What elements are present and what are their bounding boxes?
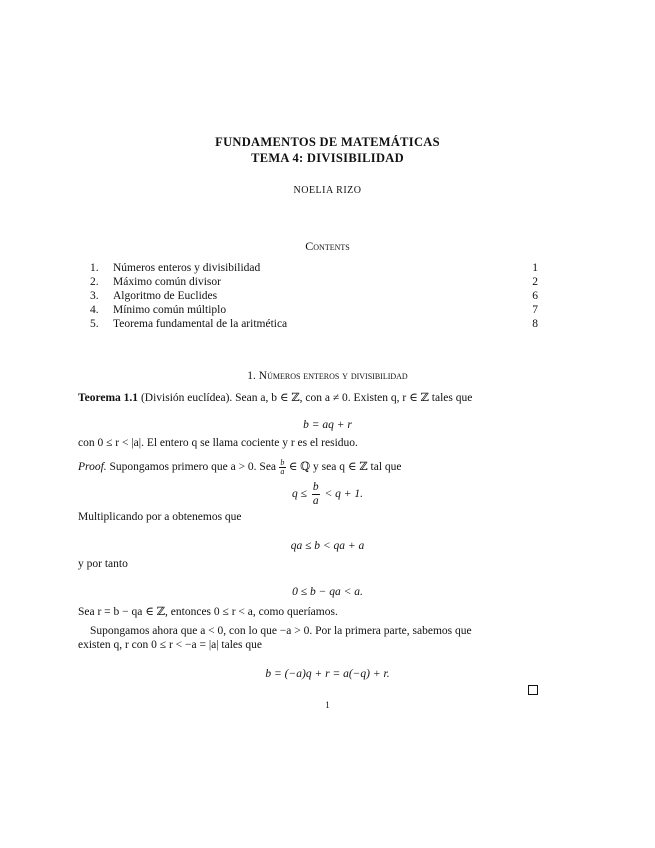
proof-therefore: y por tanto (78, 558, 128, 570)
toc-item[interactable] (90, 304, 538, 318)
theorem-label: Teorema 1.1 (78, 392, 139, 404)
proof-negative-case-line1: Supongamos ahora que a < 0, con lo que −a > 0. Por la primera parte, sabemos que (90, 625, 472, 637)
fraction-b-over-a-display: $\frac{b}{a}$ (312, 481, 319, 507)
theorem-statement (78, 390, 538, 404)
equation-inequality (0, 481, 655, 508)
equation-bounds: 0 ≤ b − qa < a. (292, 586, 363, 598)
toc-item-page: 8 (532, 318, 538, 330)
proof-intro (78, 459, 538, 476)
toc-item[interactable] (90, 290, 538, 304)
equation-multiplied: qa ≤ b < qa + a (290, 540, 365, 552)
proof-text-start: Supongamos primero que a > 0. Sea (109, 461, 277, 474)
toc-item-label: Números enteros y divisibilidad (113, 262, 261, 274)
toc-item[interactable] (90, 318, 538, 332)
toc-item-page: 2 (532, 276, 538, 288)
toc-item[interactable] (90, 262, 538, 276)
toc-item[interactable] (90, 276, 538, 290)
proof-label: Proof. (78, 461, 107, 474)
theorem-text: Sean a, b ∈ ℤ, con a ≠ 0. Existen q, r ∈ ℤ tales que (235, 392, 473, 404)
toc-item-page: 6 (532, 290, 538, 302)
section-heading: 1. Números enteros y divisibilidad (247, 370, 408, 382)
toc-item-page: 7 (532, 304, 538, 316)
proof-text-end: ∈ ℚ y sea q ∈ ℤ tal que (288, 461, 402, 474)
toc-item-label: Algoritmo de Euclides (113, 290, 218, 302)
toc-item-label: Mínimo común múltiplo (113, 304, 227, 316)
theorem-name: (División euclídea). (140, 392, 233, 404)
ineq-right: < q + 1. (324, 488, 363, 501)
toc-item-number: 3. (90, 290, 99, 302)
ineq-left: q ≤ (292, 488, 307, 501)
document-subtitle: TEMA 4: DIVISIBILIDAD (251, 151, 404, 165)
qed-box-icon (528, 685, 538, 695)
proof-define-r: Sea r = b − qa ∈ ℤ, entonces 0 ≤ r < a, como queríamos. (78, 606, 338, 618)
author-name: NOELIA RIZO (293, 185, 362, 196)
toc-item-number: 5. (90, 318, 99, 330)
fraction-b-over-a: $\frac{b}{a}$ (280, 458, 285, 476)
toc-item-label: Máximo común divisor (113, 276, 221, 288)
toc-item-number: 2. (90, 276, 99, 288)
toc-item-number: 4. (90, 304, 99, 316)
page-number: 1 (325, 700, 330, 710)
proof-multiply: Multiplicando por a obtenemos que (78, 511, 242, 523)
toc-item-label: Teorema fundamental de la aritmética (113, 318, 288, 330)
proof-negative-case-line2: existen q, r con 0 ≤ r < −a = |a| tales que (78, 639, 262, 651)
document-title: FUNDAMENTOS DE MATEMÁTICAS (215, 135, 440, 149)
theorem-conclusion: con 0 ≤ r < |a|. El entero q se llama cociente y r es el residuo. (78, 437, 358, 449)
toc-item-page: 1 (532, 262, 538, 274)
toc-item-number: 1. (90, 262, 99, 274)
contents-heading: Contents (305, 239, 350, 253)
equation-division: b = aq + r (303, 419, 352, 431)
equation-negative-case: b = (−a)q + r = a(−q) + r. (265, 668, 390, 680)
